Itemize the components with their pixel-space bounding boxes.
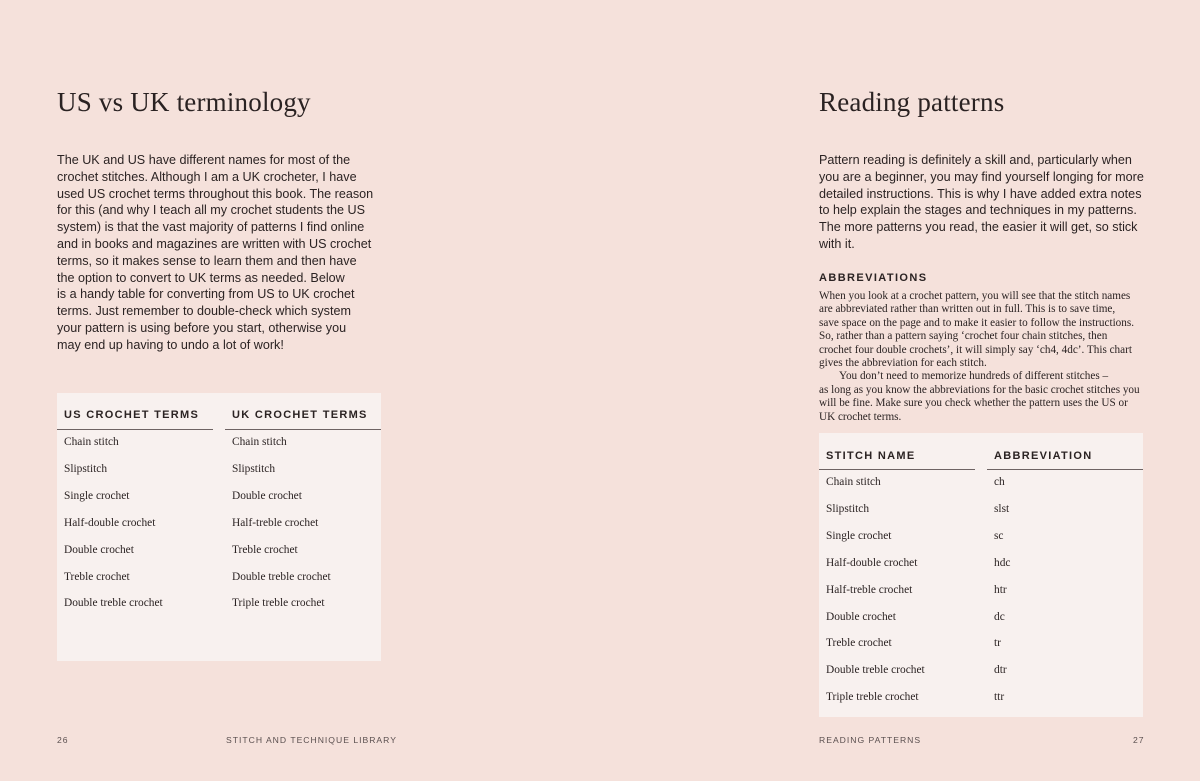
paragraph-line: is a handy table for converting from US to UK crochet (57, 287, 355, 302)
stitch-name-column-header: STITCH NAME (826, 450, 916, 462)
paragraph-line: used US crochet terms throughout this book. The reason (57, 186, 374, 201)
us-term-cell: Double crochet (64, 543, 134, 556)
stitch-name-cell: Chain stitch (826, 476, 881, 488)
paragraph-line: with it. (819, 236, 855, 251)
paragraph-line: The more patterns you read, the easier it will get, so stick (819, 220, 1138, 235)
paragraph-line: crochet four double crochets’, it will simply say ‘ch4, 4dc’. This chart (819, 343, 1132, 356)
stitch-name-cell: Slipstitch (826, 502, 870, 515)
paragraph-line: for this (and why I teach all my crochet students the US (57, 203, 365, 218)
uk-terms-column-header: UK CROCHET TERMS (232, 409, 368, 421)
us-term-cell: Chain stitch (64, 436, 119, 448)
paragraph-line: and in books and magazines are written with US crochet (57, 236, 372, 251)
us-term-cell: Treble crochet (64, 570, 130, 583)
paragraph-line: Pattern reading is definitely a skill and, particularly when (819, 153, 1132, 167)
paragraph-line: as long as you know the abbreviations for the basic crochet stitches you (819, 383, 1140, 396)
paragraph-line: terms. Just remember to double-check which system (57, 304, 351, 319)
paragraph-line: may end up having to undo a lot of work! (57, 337, 284, 352)
paragraph-line: detailed instructions. This is why I have added extra notes (819, 186, 1142, 201)
stitch-name-cell: Treble crochet (826, 637, 892, 650)
right-running-footer: READING PATTERNS (819, 735, 922, 745)
abbreviation-cell: dc (994, 610, 1005, 623)
uk-term-cell: Treble crochet (232, 543, 298, 556)
us-terms-column-header: US CROCHET TERMS (64, 409, 200, 421)
paragraph-line: So, rather than a pattern saying ‘crochet four chain stitches, then (819, 330, 1108, 343)
uk-header-rule (225, 429, 381, 430)
us-uk-terms-table (57, 393, 381, 661)
left-intro-paragraph (57, 152, 373, 354)
paragraph-line: to help explain the stages and techniques in my patterns. (819, 203, 1137, 218)
stitch-name-cell: Half-treble crochet (826, 583, 913, 596)
uk-term-cell: Slipstitch (232, 462, 276, 475)
stitch-name-cell: Single crochet (826, 529, 892, 542)
stitch-name-cell: Triple treble crochet (826, 691, 919, 704)
paragraph-line: you are a beginner, you may find yourself longing for more (819, 169, 1144, 184)
abbreviation-cell: dtr (994, 664, 1007, 677)
paragraph-line: You don’t need to memorize hundreds of different stitches – (839, 370, 1109, 383)
paragraph-line: terms, so it makes sense to learn them and then have (57, 253, 357, 268)
paragraph-line: UK crochet terms. (819, 410, 902, 423)
right-page-title: Reading patterns (819, 87, 1005, 117)
paragraph-line: the option to convert to UK terms as needed. Below (57, 270, 345, 285)
stitch-name-cell: Double crochet (826, 610, 896, 623)
us-term-cell: Half-double crochet (64, 516, 156, 529)
paragraph-line: When you look at a crochet pattern, you will see that the stitch names (819, 290, 1131, 302)
abbreviation-cell: tr (994, 637, 1001, 650)
abbreviations-table (819, 433, 1143, 717)
stitch-name-cell: Half-double crochet (826, 556, 918, 569)
uk-term-cell: Double crochet (232, 489, 302, 502)
abbreviation-column-header: ABBREVIATION (994, 450, 1093, 462)
paragraph-line: system) is that the vast majority of patterns I find online (57, 220, 365, 235)
left-page-title: US vs UK terminology (57, 87, 311, 117)
stitch-name-cell: Double treble crochet (826, 664, 925, 677)
paragraph-line: save space on the page and to make it easier to follow the instructions. (819, 316, 1135, 329)
paragraph-line: The UK and US have different names for most of the (57, 153, 351, 167)
us-term-cell: Single crochet (64, 489, 130, 502)
paragraph-line: will be fine. Make sure you check whether the pattern uses the US or (819, 397, 1128, 410)
abbreviation-cell: hdc (994, 556, 1011, 569)
paragraph-line: your pattern is using before you start, otherwise you (57, 320, 347, 335)
paragraph-line: crochet stitches. Although I am a UK crocheter, I have (57, 169, 357, 184)
abbreviation-cell: slst (994, 502, 1010, 515)
right-intro-paragraph (819, 152, 1144, 253)
left-page-number: 26 (57, 735, 69, 745)
uk-term-cell: Double treble crochet (232, 570, 331, 583)
abbreviation-cell: ttr (994, 691, 1005, 704)
abbreviations-subheading: ABBREVIATIONS (819, 272, 928, 284)
uk-term-cell: Triple treble crochet (232, 597, 325, 610)
us-term-cell: Double treble crochet (64, 597, 163, 610)
us-header-rule (57, 429, 213, 430)
uk-term-cell: Half-treble crochet (232, 516, 319, 529)
abbreviations-paragraph (819, 290, 1140, 424)
abbrev-header-rule (987, 469, 1143, 470)
uk-term-cell: Chain stitch (232, 436, 287, 448)
abbreviation-cell: ch (994, 476, 1005, 488)
paragraph-line: are abbreviated rather than written out in full. This is to save time, (819, 303, 1116, 316)
abbreviation-cell: sc (994, 529, 1004, 542)
left-running-footer: STITCH AND TECHNIQUE LIBRARY (226, 735, 397, 745)
stitch-header-rule (819, 469, 975, 470)
right-page (600, 0, 1200, 781)
paragraph-line: gives the abbreviation for each stitch. (819, 357, 987, 370)
abbreviation-cell: htr (994, 583, 1007, 596)
us-term-cell: Slipstitch (64, 462, 108, 475)
right-page-number: 27 (1133, 735, 1145, 745)
